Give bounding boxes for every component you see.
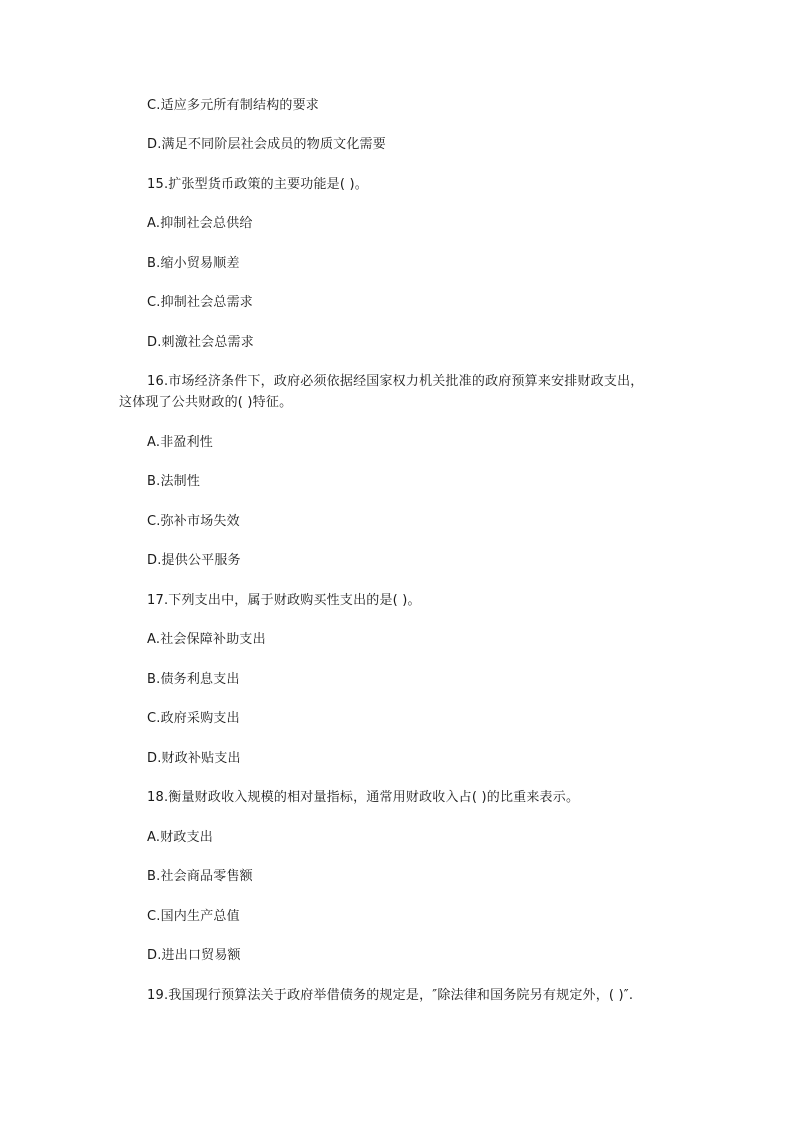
question-19: 19.我国现行预算法关于政府举借债务的规定是，″除法律和国务院另有规定外，( )″.: [147, 988, 634, 1003]
question-17: 17.下列支出中，属于财政购买性支出的是( )。: [147, 593, 421, 608]
option-a-q18: A.财政支出: [147, 830, 213, 845]
option-c-q17: C.政府采购支出: [147, 711, 240, 726]
option-b-q15: B.缩小贸易顺差: [147, 256, 240, 271]
option-d-q16: D.提供公平服务: [147, 553, 241, 568]
question-16-line-2: 这体现了公共财政的( )特征。: [119, 395, 293, 410]
option-c-q16: C.弥补市场失效: [147, 514, 240, 529]
option-c-q15: C.抑制社会总需求: [147, 295, 254, 310]
option-d-q17: D.财政补贴支出: [147, 751, 241, 766]
option-a-q17: A.社会保障补助支出: [147, 632, 266, 647]
option-a-q15: A.抑制社会总供给: [147, 216, 253, 231]
question-15: 15.扩张型货币政策的主要功能是( )。: [147, 177, 368, 192]
option-b-q17: B.债务利息支出: [147, 672, 240, 687]
option-b-q18: B.社会商品零售额: [147, 869, 253, 884]
option-d-q18: D.进出口贸易额: [147, 948, 241, 963]
question-16-line-1: 16.市场经济条件下，政府必须依据经国家权力机关批准的政府预算来安排财政支出，: [147, 374, 644, 389]
option-c-q18: C.国内生产总值: [147, 909, 240, 924]
option-d-q15: D.刺激社会总需求: [147, 335, 254, 350]
option-c-q14: C.适应多元所有制结构的要求: [147, 98, 320, 113]
option-d-q14: D.满足不同阶层社会成员的物质文化需要: [147, 137, 386, 152]
question-18: 18.衡量财政收入规模的相对量指标，通常用财政收入占( )的比重来表示。: [147, 790, 580, 805]
option-a-q16: A.非盈利性: [147, 435, 213, 450]
option-b-q16: B.法制性: [147, 474, 201, 489]
